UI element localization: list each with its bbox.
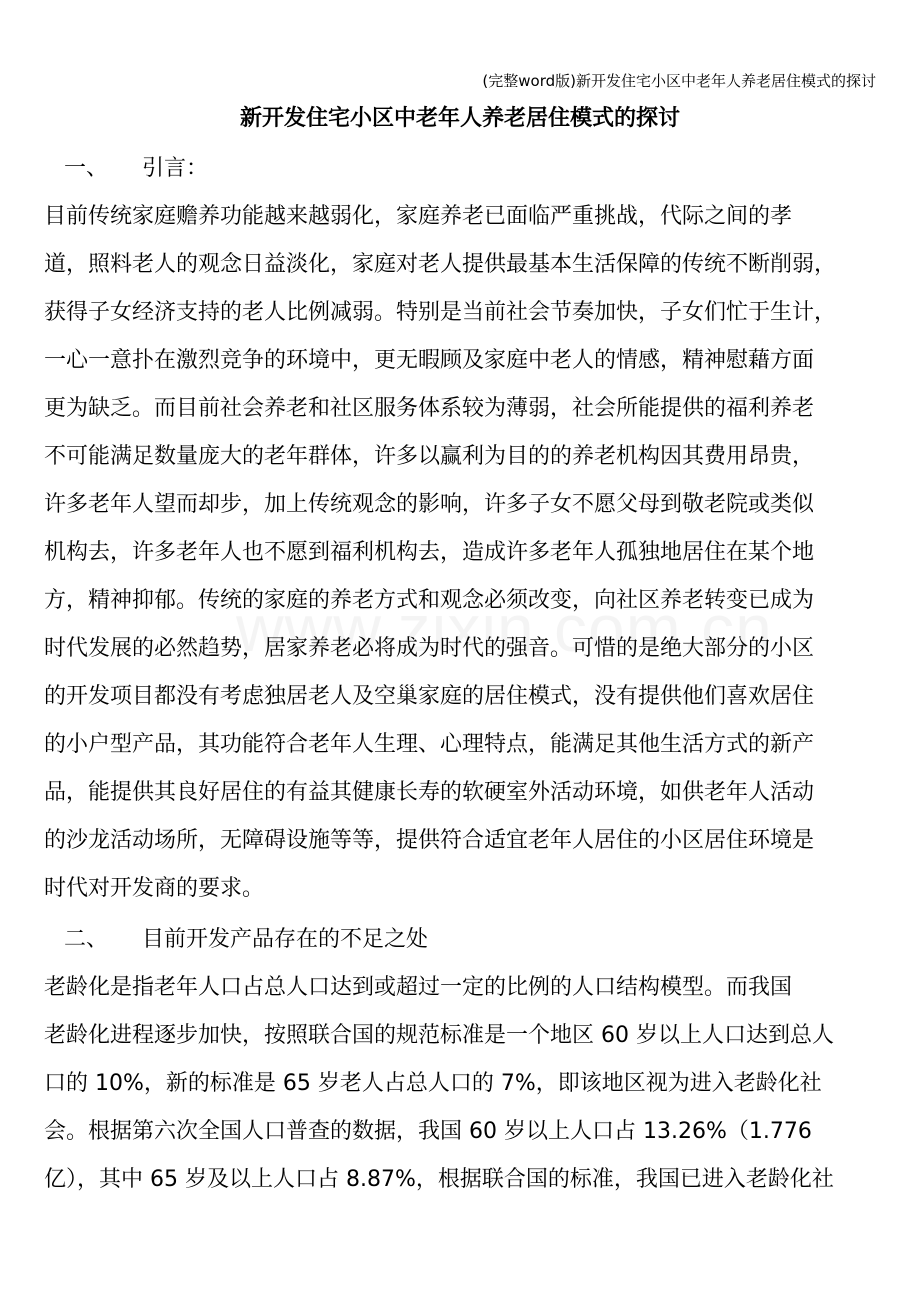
document-title: 新开发住宅小区中老年人养老居住模式的探讨 [239, 106, 680, 131]
body-line: 许多老年人望而却步，加上传统观念的影响，许多子女不愿父母到敬老院或类似 [44, 492, 815, 517]
body-line: 不可能满足数量庞大的老年群体，许多以赢利为目的的养老机构因其费用昂贵， [44, 444, 815, 469]
running-header: (完整word版)新开发住宅小区中老年人养老居住模式的探讨 [482, 72, 876, 90]
body-line: 目前传统家庭赡养功能越来越弱化，家庭养老已面临严重挑战，代际之间的孝 [44, 204, 793, 229]
body-line: 的小户型产品，其功能符合老年人生理、心理特点，能满足其他生活方式的新产 [44, 732, 815, 757]
body-line: 机构去，许多老年人也不愿到福利机构去，造成许多老年人孤独地居住在某个地 [44, 540, 815, 565]
body-line: 的开发项目都没有考虑独居老人及空巢家庭的居住模式，没有提供他们喜欢居住 [44, 684, 815, 709]
body-line: 时代对开发商的要求。 [44, 876, 265, 901]
section-heading-1 [64, 154, 208, 184]
section-number-1: 一、 [64, 156, 109, 181]
body-line: 一心一意扑在激烈竞争的环境中，更无暇顾及家庭中老人的情感，精神慰藉方面 [44, 348, 815, 373]
section-title-2: 目前开发产品存在的不足之处 [142, 927, 429, 952]
body-line: 获得子女经济支持的老人比例减弱。特别是当前社会节奏加快，子女们忙于生计， [44, 300, 837, 325]
body-line: 时代发展的必然趋势，居家养老必将成为时代的强音。可惜的是绝大部分的小区 [44, 636, 815, 661]
body-line: 品，能提供其良好居住的有益其健康长寿的软硬室外活动环境，如供老年人活动 [44, 780, 815, 805]
section-number-2: 二、 [64, 927, 109, 952]
watermark [236, 590, 773, 666]
section-title-1: 引言： [142, 156, 209, 181]
body-line: 会。根据第六次全国人口普查的数据，我国 60 岁以上人口占 13.26%（1.776 [44, 1119, 812, 1144]
body-line: 亿），其中 65 岁及以上人口占 8.87%，根据联合国的标准，我国已进入老龄化社 [44, 1167, 834, 1192]
body-line: 方，精神抑郁。传统的家庭的养老方式和观念必须改变，向社区养老转变已成为 [44, 588, 815, 613]
body-line: 更为缺乏。而目前社会养老和社区服务体系较为薄弱，社会所能提供的福利养老 [44, 396, 815, 421]
body-line: 道，照料老人的观念日益淡化，家庭对老人提供最基本生活保障的传统不断削弱， [44, 252, 837, 277]
body-line: 口的 10%，新的标准是 65 岁老人占总人口的 7%，即该地区视为进入老龄化社 [44, 1071, 822, 1096]
body-line: 老龄化进程逐步加快，按照联合国的规范标准是一个地区 60 岁以上人口达到总人 [44, 1023, 834, 1048]
section-heading-2 [64, 925, 428, 955]
body-line: 老龄化是指老年人口占总人口达到或超过一定的比例的人口结构模型。而我国 [44, 975, 793, 1000]
body-line: 的沙龙活动场所，无障碍设施等等，提供符合适宜老年人居住的小区居住环境是 [44, 828, 815, 853]
